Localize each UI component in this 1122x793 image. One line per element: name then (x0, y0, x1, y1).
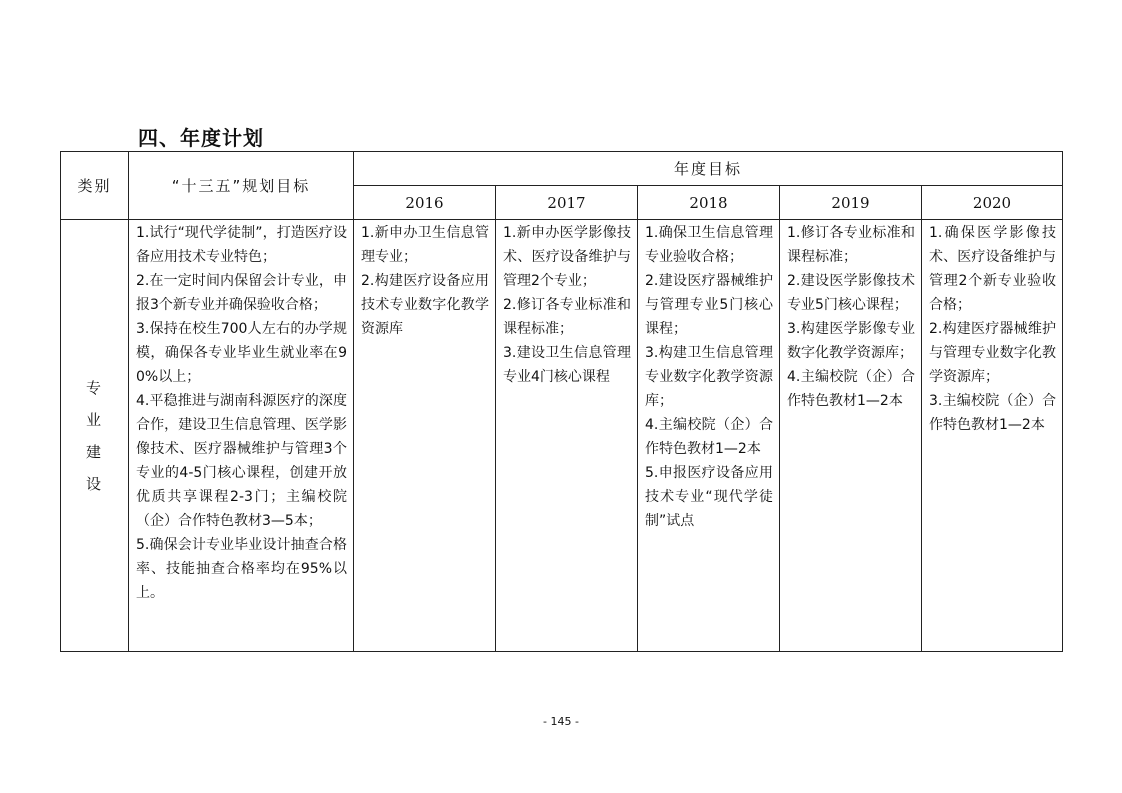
header-year-2017: 2017 (496, 186, 638, 220)
section-title: 四、年度计划 (138, 126, 264, 150)
year-2017-text: 1.新申办医学影像技术、医疗设备维护与管理2个专业； 2.修订各专业标准和课程标准； 3.建设卫生信息管理专业4门核心课程 (503, 225, 631, 385)
year-2018-text: 1.确保卫生信息管理专业验收合格； 2.建设医疗器械维护与管理专业5门核心课程； 3.构建卫生信息管理专业数字化教学资源库； 4.主编校院（企）合作特色教材1—2本 5.申报医疗设备应用技术专业“现代学徒制”试点 (645, 225, 773, 529)
plan-goal-text: 1.试行“现代学徒制”，打造医疗设备应用技术专业特色； 2.在一定时间内保留会计专业，申报3个新专业并确保验收合格； 3.保持在校生700人左右的办学规模，确保各专业毕业生就业率在90%以上； 4.平稳推进与湖南科源医疗的深度合作，建设卫生信息管理、医学影像技术、医疗器械维护与管理3个专业的4-5门核心课程，创建开放优质共享课程2-3门；主编校院（企）合作特色教材3—5本； 5.确保会计专业毕业设计抽查合格率、技能抽查合格率均在95%以上。 (136, 225, 347, 601)
year-2019-cell (780, 220, 922, 652)
plan-goal-cell (129, 220, 354, 652)
year-2016-text: 1.新申办卫生信息管理专业； 2.构建医疗设备应用技术专业数字化教学资源库 (361, 225, 489, 337)
header-year-2020: 2020 (922, 186, 1063, 220)
header-category: 类别 (61, 152, 129, 220)
year-2019-text: 1.修订各专业标准和课程标准； 2.建设医学影像技术专业5门核心课程； 3.构建医学影像专业数字化教学资源库； 4.主编校院（企）合作特色教材1—2本 (787, 225, 915, 409)
header-annual-goal: 年度目标 (354, 152, 1063, 186)
year-2020-cell (922, 220, 1063, 652)
header-year-2018: 2018 (638, 186, 780, 220)
category-cell (61, 220, 129, 652)
year-2016-cell (354, 220, 496, 652)
page-number: - 145 - (543, 715, 579, 728)
year-2017-cell (496, 220, 638, 652)
year-2020-text: 1.确保医学影像技术、医疗设备维护与管理2个新专业验收合格； 2.构建医疗器械维护与管理专业数字化教学资源库； 3.主编校院（企）合作特色教材1—2本 (929, 225, 1057, 433)
category-label: 专业建设 (85, 378, 103, 493)
annual-plan-table (60, 151, 1063, 652)
header-plan-goal: “十三五”规划目标 (129, 152, 354, 220)
header-year-2019: 2019 (780, 186, 922, 220)
table-row (61, 220, 1063, 652)
header-year-2016: 2016 (354, 186, 496, 220)
year-2018-cell (638, 220, 780, 652)
